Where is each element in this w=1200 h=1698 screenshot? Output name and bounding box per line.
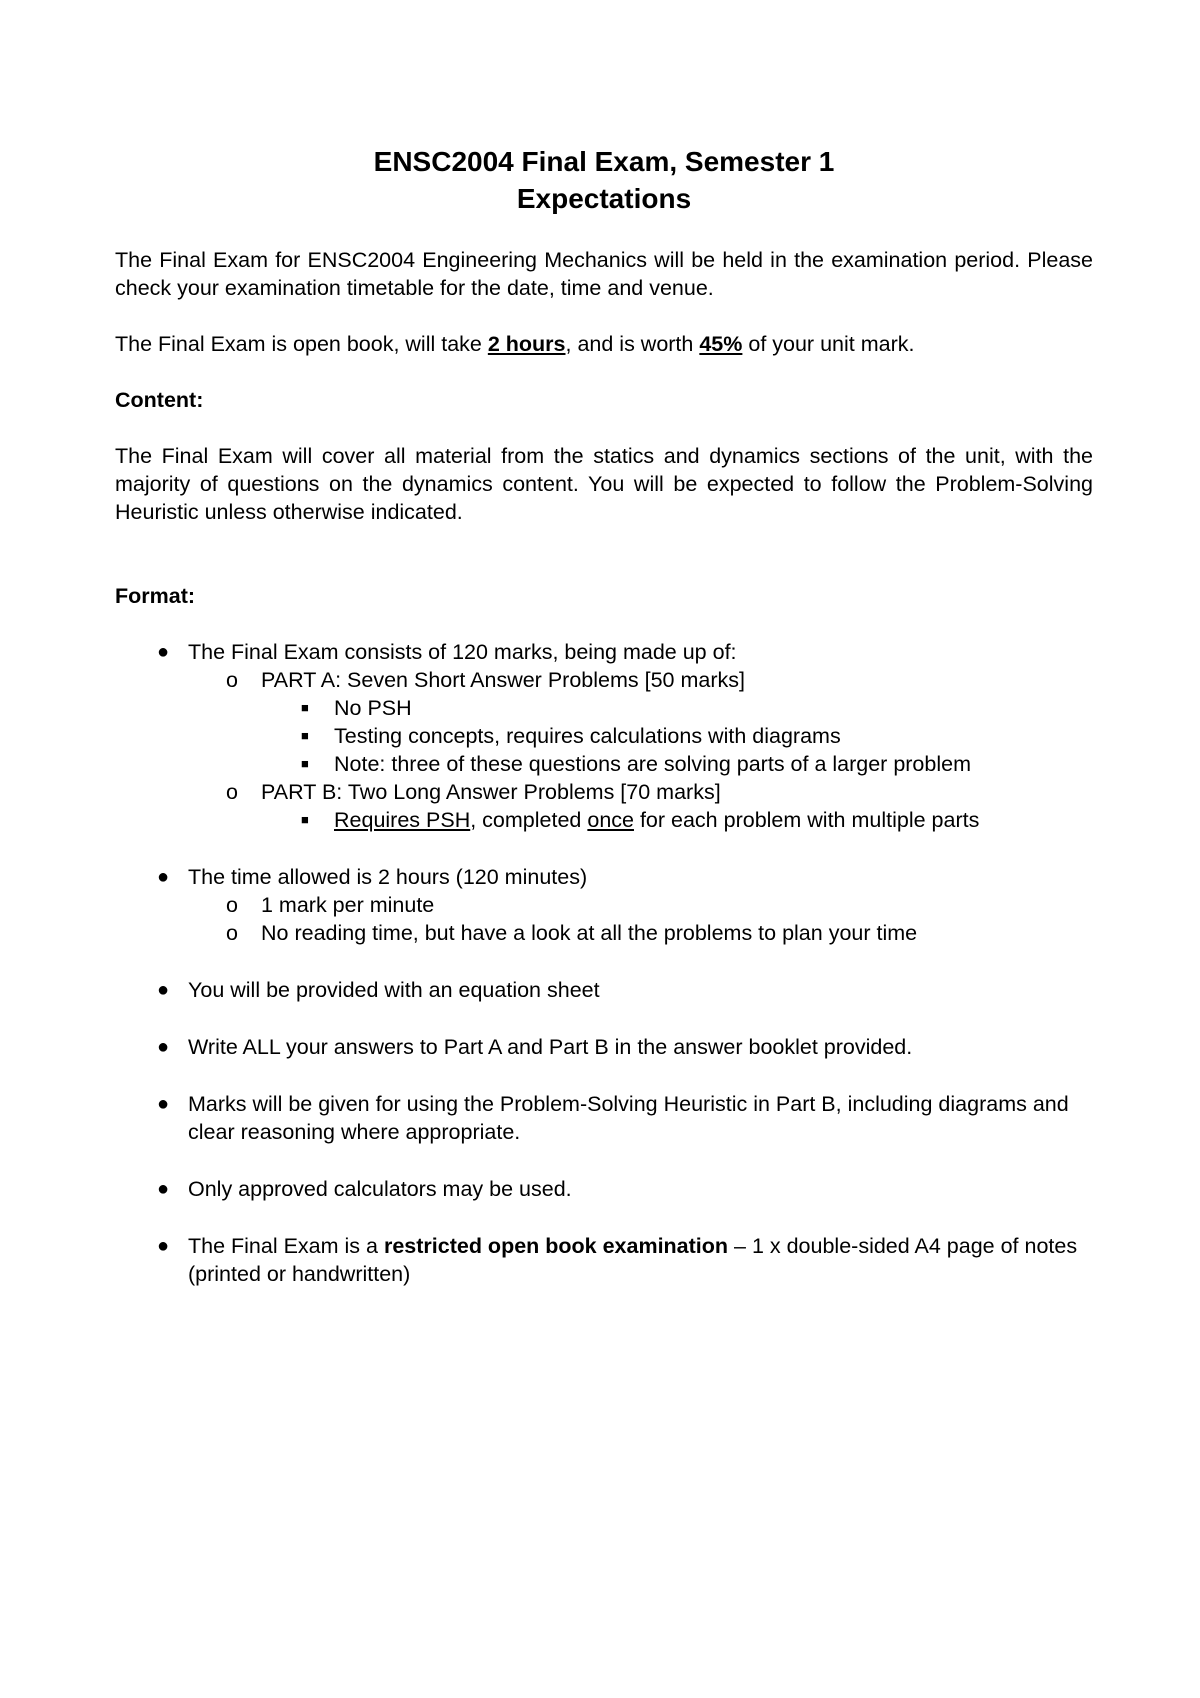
- format-item: [115, 1175, 1093, 1203]
- format-subitem-text: PART A: Seven Short Answer Problems [50 marks]: [261, 668, 745, 692]
- format-item: [115, 976, 1093, 1004]
- square-bullet-icon: ■: [301, 728, 309, 743]
- format-item-text-2: – 1 x double-sided A4 page of notes (printed or handwritten): [188, 1234, 1078, 1286]
- format-item-text: Marks will be given for using the Problem-Solving Heuristic in Part B, including diagrams and clear reasoning where appropriate.: [188, 1092, 1069, 1144]
- psh-note-text-2: for each problem with multiple parts: [633, 808, 980, 832]
- square-bullet-icon: ■: [301, 812, 309, 827]
- format-item: [115, 1090, 1093, 1146]
- title-line-2: Expectations: [516, 183, 692, 214]
- format-sublist: [188, 666, 1093, 834]
- bullet-icon: ●: [157, 641, 170, 663]
- requires-psh-text: Requires PSH: [334, 808, 471, 832]
- format-item: [115, 1232, 1093, 1288]
- format-subsubitem: [261, 750, 1093, 778]
- format-subsubitem: [261, 694, 1093, 722]
- format-subsubitem-text: No PSH: [334, 696, 412, 720]
- format-item-text: Only approved calculators may be used.: [188, 1177, 572, 1201]
- bullet-icon: ●: [157, 866, 170, 888]
- format-item: [115, 638, 1093, 834]
- title-line-1: ENSC2004 Final Exam, Semester 1: [373, 146, 835, 177]
- circle-bullet-icon: o: [226, 921, 238, 945]
- square-bullet-icon: ■: [301, 756, 309, 771]
- format-subitem-text: 1 mark per minute: [261, 893, 435, 917]
- format-subitem: [188, 891, 1093, 919]
- psh-note-text-1: , completed: [470, 808, 588, 832]
- circle-bullet-icon: o: [226, 668, 238, 692]
- format-subitem: [188, 666, 1093, 778]
- format-subitem-text: No reading time, but have a look at all the problems to plan your time: [261, 921, 918, 945]
- restricted-exam-text: restricted open book examination: [383, 1234, 729, 1258]
- open-book-text-1: The Final Exam is open book, will take: [115, 332, 488, 356]
- format-item-text-1: The Final Exam is a: [188, 1234, 384, 1258]
- document-title: [115, 143, 1093, 217]
- open-book-paragraph: [115, 330, 1093, 358]
- format-item-text: The Final Exam consists of 120 marks, being made up of:: [188, 640, 737, 664]
- format-item: [115, 863, 1093, 947]
- format-subsubitem-text: Testing concepts, requires calculations with diagrams: [334, 724, 841, 748]
- open-book-text-2: , and is worth: [565, 332, 700, 356]
- circle-bullet-icon: o: [226, 893, 238, 917]
- bullet-icon: ●: [157, 1036, 170, 1058]
- format-subsublist: [261, 806, 1093, 834]
- intro-paragraph: The Final Exam for ENSC2004 Engineering Mechanics will be held in the examination period. Please check your examination timetable for the date, time and venue.: [115, 248, 1093, 300]
- exam-duration: 2 hours: [487, 332, 566, 356]
- format-item-text: The time allowed is 2 hours (120 minutes): [188, 865, 588, 889]
- bullet-icon: ●: [157, 1235, 170, 1257]
- format-item-text: You will be provided with an equation sheet: [188, 978, 600, 1002]
- format-subitem: [188, 778, 1093, 834]
- document-page: [115, 143, 1093, 1288]
- format-item: [115, 1033, 1093, 1061]
- format-sublist: [188, 891, 1093, 947]
- format-heading: Format:: [115, 584, 196, 608]
- format-subsubitem-text: Note: three of these questions are solving parts of a larger problem: [334, 752, 971, 776]
- open-book-text-3: of your unit mark.: [742, 332, 915, 356]
- format-subsubitem: [261, 806, 1093, 834]
- format-subitem: [188, 919, 1093, 947]
- square-bullet-icon: ■: [301, 700, 309, 715]
- format-list: [115, 638, 1093, 1288]
- bullet-icon: ●: [157, 979, 170, 1001]
- format-item-text: Write ALL your answers to Part A and Part B in the answer booklet provided.: [188, 1035, 913, 1059]
- circle-bullet-icon: o: [226, 780, 238, 804]
- bullet-icon: ●: [157, 1093, 170, 1115]
- once-text: once: [587, 808, 634, 832]
- bullet-icon: ●: [157, 1178, 170, 1200]
- format-subsublist: [261, 694, 1093, 778]
- content-heading: Content:: [115, 388, 204, 412]
- content-paragraph: The Final Exam will cover all material from the statics and dynamics sections of the unit, with the majority of questions on the dynamics content. You will be expected to follow the Problem-Solving Heuristic unless otherwise indicated.: [115, 444, 1093, 524]
- exam-weight: 45%: [699, 332, 743, 356]
- format-subsubitem: [261, 722, 1093, 750]
- format-subitem-text: PART B: Two Long Answer Problems [70 marks]: [261, 780, 721, 804]
